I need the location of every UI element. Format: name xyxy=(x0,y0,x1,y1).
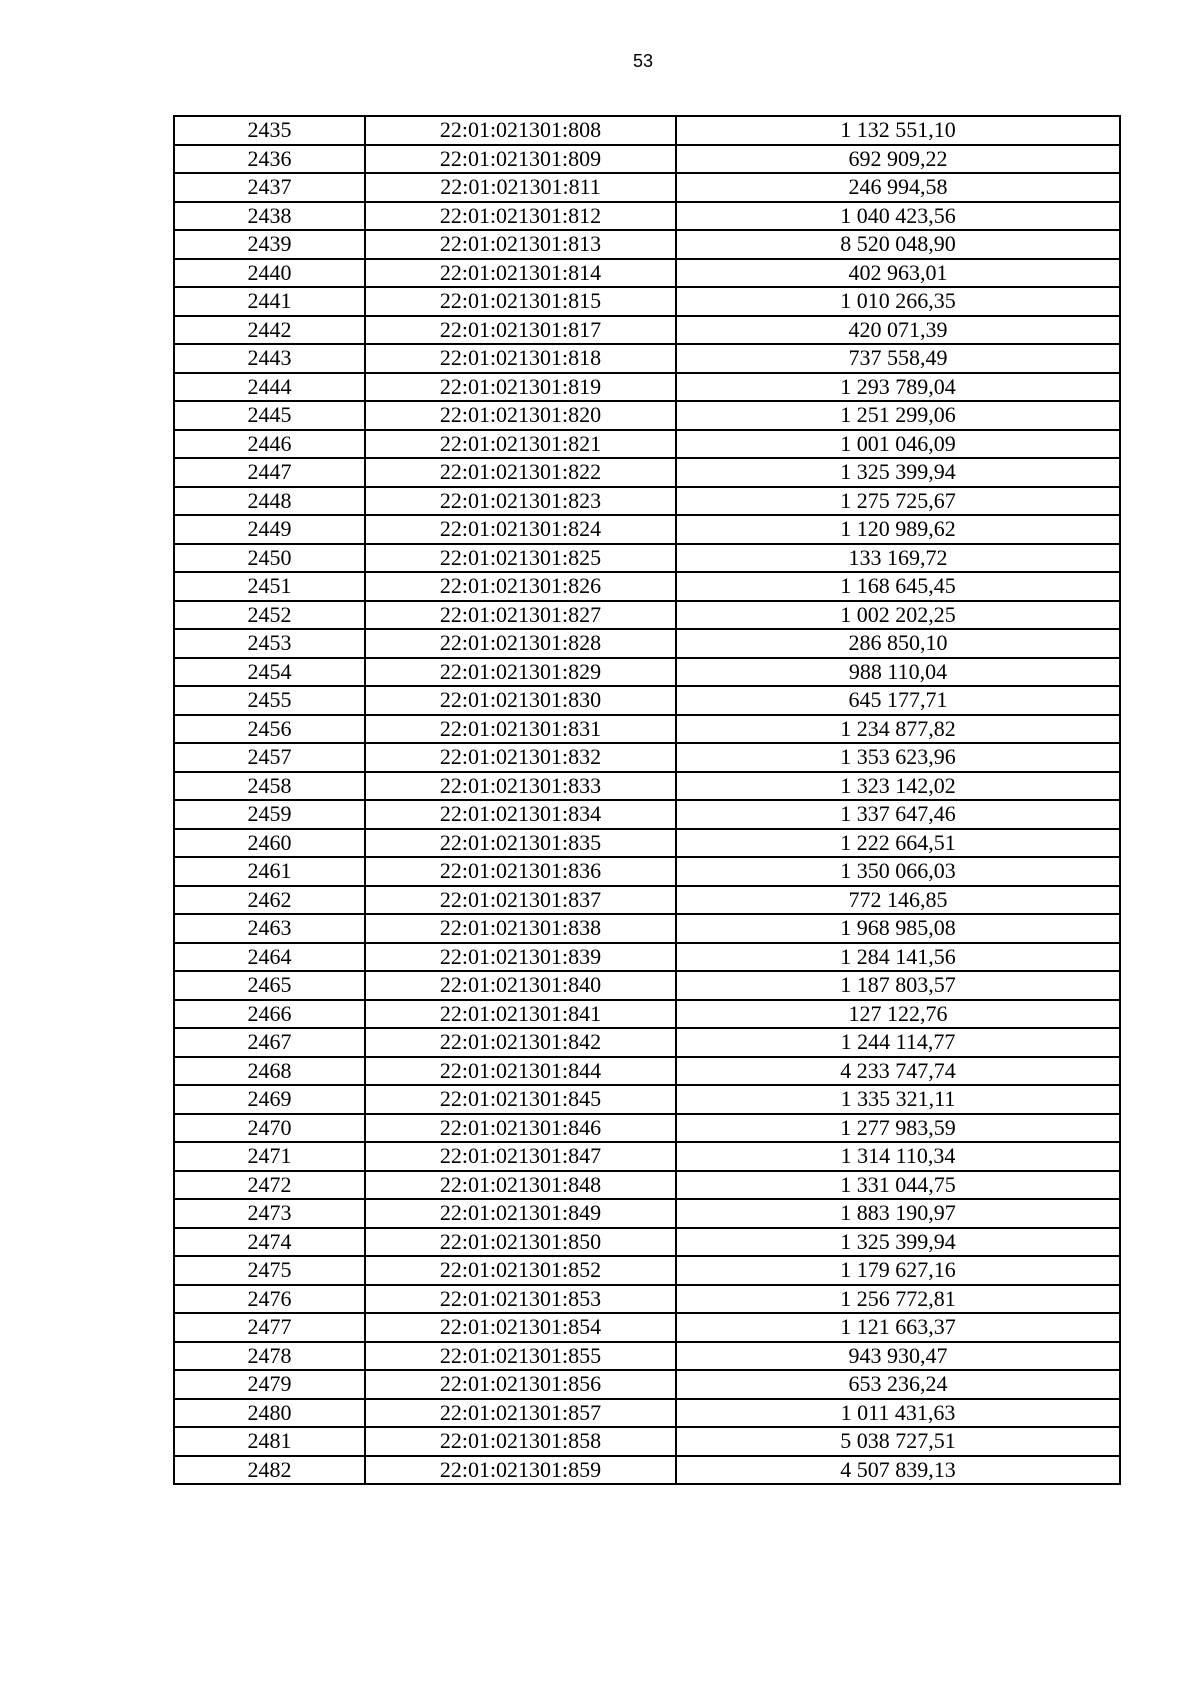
table-row xyxy=(174,1370,1120,1399)
table-row xyxy=(174,1427,1120,1456)
cadastral-value-cell: 1 275 725,67 xyxy=(676,487,1120,516)
cadastral-number-cell: 22:01:021301:833 xyxy=(365,772,676,801)
row-number-cell: 2482 xyxy=(174,1456,365,1485)
table-row xyxy=(174,601,1120,630)
cadastral-value-cell: 943 930,47 xyxy=(676,1342,1120,1371)
row-number-cell: 2454 xyxy=(174,658,365,687)
row-number-cell: 2449 xyxy=(174,515,365,544)
cadastral-value-cell: 420 071,39 xyxy=(676,316,1120,345)
cadastral-value-cell: 1 323 142,02 xyxy=(676,772,1120,801)
row-number-cell: 2468 xyxy=(174,1057,365,1086)
cadastral-number-cell: 22:01:021301:841 xyxy=(365,1000,676,1029)
cadastral-value-cell: 1 120 989,62 xyxy=(676,515,1120,544)
cadastral-value-cell: 1 284 141,56 xyxy=(676,943,1120,972)
cadastral-number-cell: 22:01:021301:855 xyxy=(365,1342,676,1371)
cadastral-number-cell: 22:01:021301:857 xyxy=(365,1399,676,1428)
cadastral-number-cell: 22:01:021301:847 xyxy=(365,1142,676,1171)
table-row xyxy=(174,658,1120,687)
row-number-cell: 2446 xyxy=(174,430,365,459)
cadastral-number-cell: 22:01:021301:814 xyxy=(365,259,676,288)
table-row xyxy=(174,1142,1120,1171)
cadastral-value-cell: 1 168 645,45 xyxy=(676,572,1120,601)
cadastral-number-cell: 22:01:021301:818 xyxy=(365,344,676,373)
table-row xyxy=(174,145,1120,174)
cadastral-number-cell: 22:01:021301:822 xyxy=(365,458,676,487)
row-number-cell: 2457 xyxy=(174,743,365,772)
table-row xyxy=(174,316,1120,345)
cadastral-number-cell: 22:01:021301:827 xyxy=(365,601,676,630)
row-number-cell: 2456 xyxy=(174,715,365,744)
table-row xyxy=(174,572,1120,601)
row-number-cell: 2470 xyxy=(174,1114,365,1143)
cadastral-value-cell: 5 038 727,51 xyxy=(676,1427,1120,1456)
row-number-cell: 2462 xyxy=(174,886,365,915)
cadastral-number-cell: 22:01:021301:848 xyxy=(365,1171,676,1200)
cadastral-value-cell: 1 179 627,16 xyxy=(676,1256,1120,1285)
cadastral-value-cell: 4 233 747,74 xyxy=(676,1057,1120,1086)
cadastral-value-cell: 1 335 321,11 xyxy=(676,1085,1120,1114)
row-number-cell: 2480 xyxy=(174,1399,365,1428)
cadastral-value-cell: 4 507 839,13 xyxy=(676,1456,1120,1485)
table-row xyxy=(174,1000,1120,1029)
cadastral-number-cell: 22:01:021301:850 xyxy=(365,1228,676,1257)
table-row xyxy=(174,230,1120,259)
cadastral-number-cell: 22:01:021301:859 xyxy=(365,1456,676,1485)
cadastral-number-cell: 22:01:021301:817 xyxy=(365,316,676,345)
table-row xyxy=(174,287,1120,316)
cadastral-number-cell: 22:01:021301:812 xyxy=(365,202,676,231)
row-number-cell: 2463 xyxy=(174,914,365,943)
cadastral-value-cell: 1 256 772,81 xyxy=(676,1285,1120,1314)
row-number-cell: 2471 xyxy=(174,1142,365,1171)
table-row xyxy=(174,430,1120,459)
row-number-cell: 2447 xyxy=(174,458,365,487)
row-number-cell: 2437 xyxy=(174,173,365,202)
row-number-cell: 2472 xyxy=(174,1171,365,1200)
table-row xyxy=(174,487,1120,516)
table-row xyxy=(174,772,1120,801)
table-row xyxy=(174,629,1120,658)
cadastral-number-cell: 22:01:021301:809 xyxy=(365,145,676,174)
cadastral-value-cell: 1 331 044,75 xyxy=(676,1171,1120,1200)
cadastral-value-cell: 286 850,10 xyxy=(676,629,1120,658)
cadastral-number-cell: 22:01:021301:826 xyxy=(365,572,676,601)
table-row xyxy=(174,173,1120,202)
cadastral-value-cell: 1 132 551,10 xyxy=(676,116,1120,145)
cadastral-number-cell: 22:01:021301:824 xyxy=(365,515,676,544)
row-number-cell: 2451 xyxy=(174,572,365,601)
row-number-cell: 2435 xyxy=(174,116,365,145)
table-row xyxy=(174,458,1120,487)
cadastral-value-cell: 1 314 110,34 xyxy=(676,1142,1120,1171)
cadastral-value-cell: 402 963,01 xyxy=(676,259,1120,288)
row-number-cell: 2458 xyxy=(174,772,365,801)
table-row xyxy=(174,1199,1120,1228)
cadastral-number-cell: 22:01:021301:832 xyxy=(365,743,676,772)
row-number-cell: 2445 xyxy=(174,401,365,430)
cadastral-value-cell: 645 177,71 xyxy=(676,686,1120,715)
cadastral-number-cell: 22:01:021301:846 xyxy=(365,1114,676,1143)
table-row xyxy=(174,886,1120,915)
table-row xyxy=(174,515,1120,544)
table-row xyxy=(174,1399,1120,1428)
cadastral-value-cell: 133 169,72 xyxy=(676,544,1120,573)
cadastral-number-cell: 22:01:021301:830 xyxy=(365,686,676,715)
row-number-cell: 2481 xyxy=(174,1427,365,1456)
cadastral-number-cell: 22:01:021301:839 xyxy=(365,943,676,972)
cadastral-value-cell: 1 121 663,37 xyxy=(676,1313,1120,1342)
cadastral-number-cell: 22:01:021301:820 xyxy=(365,401,676,430)
table-row xyxy=(174,344,1120,373)
cadastral-number-cell: 22:01:021301:831 xyxy=(365,715,676,744)
cadastral-value-cell: 988 110,04 xyxy=(676,658,1120,687)
cadastral-number-cell: 22:01:021301:811 xyxy=(365,173,676,202)
cadastral-value-cell: 1 325 399,94 xyxy=(676,1228,1120,1257)
table-row xyxy=(174,1114,1120,1143)
cadastral-value-cell: 1 002 202,25 xyxy=(676,601,1120,630)
row-number-cell: 2461 xyxy=(174,857,365,886)
row-number-cell: 2442 xyxy=(174,316,365,345)
cadastral-value-cell: 1 968 985,08 xyxy=(676,914,1120,943)
cadastral-value-cell: 1 222 664,51 xyxy=(676,829,1120,858)
table-row xyxy=(174,1085,1120,1114)
row-number-cell: 2478 xyxy=(174,1342,365,1371)
row-number-cell: 2448 xyxy=(174,487,365,516)
cadastral-value-cell: 1 244 114,77 xyxy=(676,1028,1120,1057)
cadastral-value-cell: 1 011 431,63 xyxy=(676,1399,1120,1428)
cadastral-number-cell: 22:01:021301:813 xyxy=(365,230,676,259)
cadastral-number-cell: 22:01:021301:836 xyxy=(365,857,676,886)
row-number-cell: 2436 xyxy=(174,145,365,174)
table-row xyxy=(174,686,1120,715)
row-number-cell: 2465 xyxy=(174,971,365,1000)
cadastral-number-cell: 22:01:021301:825 xyxy=(365,544,676,573)
row-number-cell: 2453 xyxy=(174,629,365,658)
cadastral-value-cell: 772 146,85 xyxy=(676,886,1120,915)
table-row xyxy=(174,1256,1120,1285)
cadastral-number-cell: 22:01:021301:844 xyxy=(365,1057,676,1086)
table-row xyxy=(174,544,1120,573)
row-number-cell: 2479 xyxy=(174,1370,365,1399)
row-number-cell: 2455 xyxy=(174,686,365,715)
table-row xyxy=(174,971,1120,1000)
cadastral-value-cell: 1 001 046,09 xyxy=(676,430,1120,459)
row-number-cell: 2464 xyxy=(174,943,365,972)
row-number-cell: 2475 xyxy=(174,1256,365,1285)
cadastral-number-cell: 22:01:021301:834 xyxy=(365,800,676,829)
cadastral-value-cell: 1 337 647,46 xyxy=(676,800,1120,829)
cadastral-value-cell: 1 293 789,04 xyxy=(676,373,1120,402)
table-row xyxy=(174,1456,1120,1485)
cadastral-number-cell: 22:01:021301:823 xyxy=(365,487,676,516)
row-number-cell: 2443 xyxy=(174,344,365,373)
cadastral-value-table xyxy=(173,115,1121,1485)
cadastral-number-cell: 22:01:021301:808 xyxy=(365,116,676,145)
cadastral-number-cell: 22:01:021301:840 xyxy=(365,971,676,1000)
table-row xyxy=(174,1285,1120,1314)
row-number-cell: 2438 xyxy=(174,202,365,231)
cadastral-number-cell: 22:01:021301:819 xyxy=(365,373,676,402)
row-number-cell: 2440 xyxy=(174,259,365,288)
cadastral-number-cell: 22:01:021301:837 xyxy=(365,886,676,915)
cadastral-value-cell: 1 251 299,06 xyxy=(676,401,1120,430)
table-row xyxy=(174,943,1120,972)
cadastral-number-cell: 22:01:021301:815 xyxy=(365,287,676,316)
cadastral-number-cell: 22:01:021301:854 xyxy=(365,1313,676,1342)
table-row xyxy=(174,1342,1120,1371)
cadastral-value-cell: 1 325 399,94 xyxy=(676,458,1120,487)
cadastral-number-cell: 22:01:021301:858 xyxy=(365,1427,676,1456)
cadastral-number-cell: 22:01:021301:829 xyxy=(365,658,676,687)
cadastral-value-cell: 1 187 803,57 xyxy=(676,971,1120,1000)
table-row xyxy=(174,373,1120,402)
table-row xyxy=(174,401,1120,430)
cadastral-number-cell: 22:01:021301:845 xyxy=(365,1085,676,1114)
cadastral-value-cell: 1 010 266,35 xyxy=(676,287,1120,316)
cadastral-number-cell: 22:01:021301:842 xyxy=(365,1028,676,1057)
row-number-cell: 2452 xyxy=(174,601,365,630)
row-number-cell: 2459 xyxy=(174,800,365,829)
cadastral-number-cell: 22:01:021301:821 xyxy=(365,430,676,459)
page-number: 53 xyxy=(632,51,654,71)
cadastral-value-cell: 8 520 048,90 xyxy=(676,230,1120,259)
table-row xyxy=(174,1313,1120,1342)
cadastral-number-cell: 22:01:021301:853 xyxy=(365,1285,676,1314)
cadastral-value-cell: 1 350 066,03 xyxy=(676,857,1120,886)
cadastral-value-cell: 1 883 190,97 xyxy=(676,1199,1120,1228)
row-number-cell: 2466 xyxy=(174,1000,365,1029)
cadastral-number-cell: 22:01:021301:856 xyxy=(365,1370,676,1399)
cadastral-value-cell: 1 234 877,82 xyxy=(676,715,1120,744)
table-row xyxy=(174,1228,1120,1257)
table-row xyxy=(174,116,1120,145)
table-row xyxy=(174,800,1120,829)
row-number-cell: 2476 xyxy=(174,1285,365,1314)
table-body xyxy=(174,116,1120,1484)
table-row xyxy=(174,1171,1120,1200)
cadastral-number-cell: 22:01:021301:838 xyxy=(365,914,676,943)
row-number-cell: 2474 xyxy=(174,1228,365,1257)
table-row xyxy=(174,743,1120,772)
row-number-cell: 2450 xyxy=(174,544,365,573)
cadastral-value-cell: 737 558,49 xyxy=(676,344,1120,373)
cadastral-value-cell: 653 236,24 xyxy=(676,1370,1120,1399)
cadastral-number-cell: 22:01:021301:852 xyxy=(365,1256,676,1285)
table-row xyxy=(174,914,1120,943)
table-row xyxy=(174,1028,1120,1057)
row-number-cell: 2469 xyxy=(174,1085,365,1114)
row-number-cell: 2439 xyxy=(174,230,365,259)
row-number-cell: 2460 xyxy=(174,829,365,858)
table-row xyxy=(174,857,1120,886)
row-number-cell: 2467 xyxy=(174,1028,365,1057)
row-number-cell: 2444 xyxy=(174,373,365,402)
cadastral-value-cell: 692 909,22 xyxy=(676,145,1120,174)
table-row xyxy=(174,259,1120,288)
cadastral-value-cell: 246 994,58 xyxy=(676,173,1120,202)
row-number-cell: 2441 xyxy=(174,287,365,316)
cadastral-number-cell: 22:01:021301:849 xyxy=(365,1199,676,1228)
cadastral-value-cell: 127 122,76 xyxy=(676,1000,1120,1029)
table-row xyxy=(174,202,1120,231)
cadastral-number-cell: 22:01:021301:835 xyxy=(365,829,676,858)
table-row xyxy=(174,1057,1120,1086)
table-row xyxy=(174,715,1120,744)
cadastral-value-cell: 1 353 623,96 xyxy=(676,743,1120,772)
cadastral-value-cell: 1 040 423,56 xyxy=(676,202,1120,231)
row-number-cell: 2473 xyxy=(174,1199,365,1228)
cadastral-value-cell: 1 277 983,59 xyxy=(676,1114,1120,1143)
row-number-cell: 2477 xyxy=(174,1313,365,1342)
table-row xyxy=(174,829,1120,858)
cadastral-number-cell: 22:01:021301:828 xyxy=(365,629,676,658)
